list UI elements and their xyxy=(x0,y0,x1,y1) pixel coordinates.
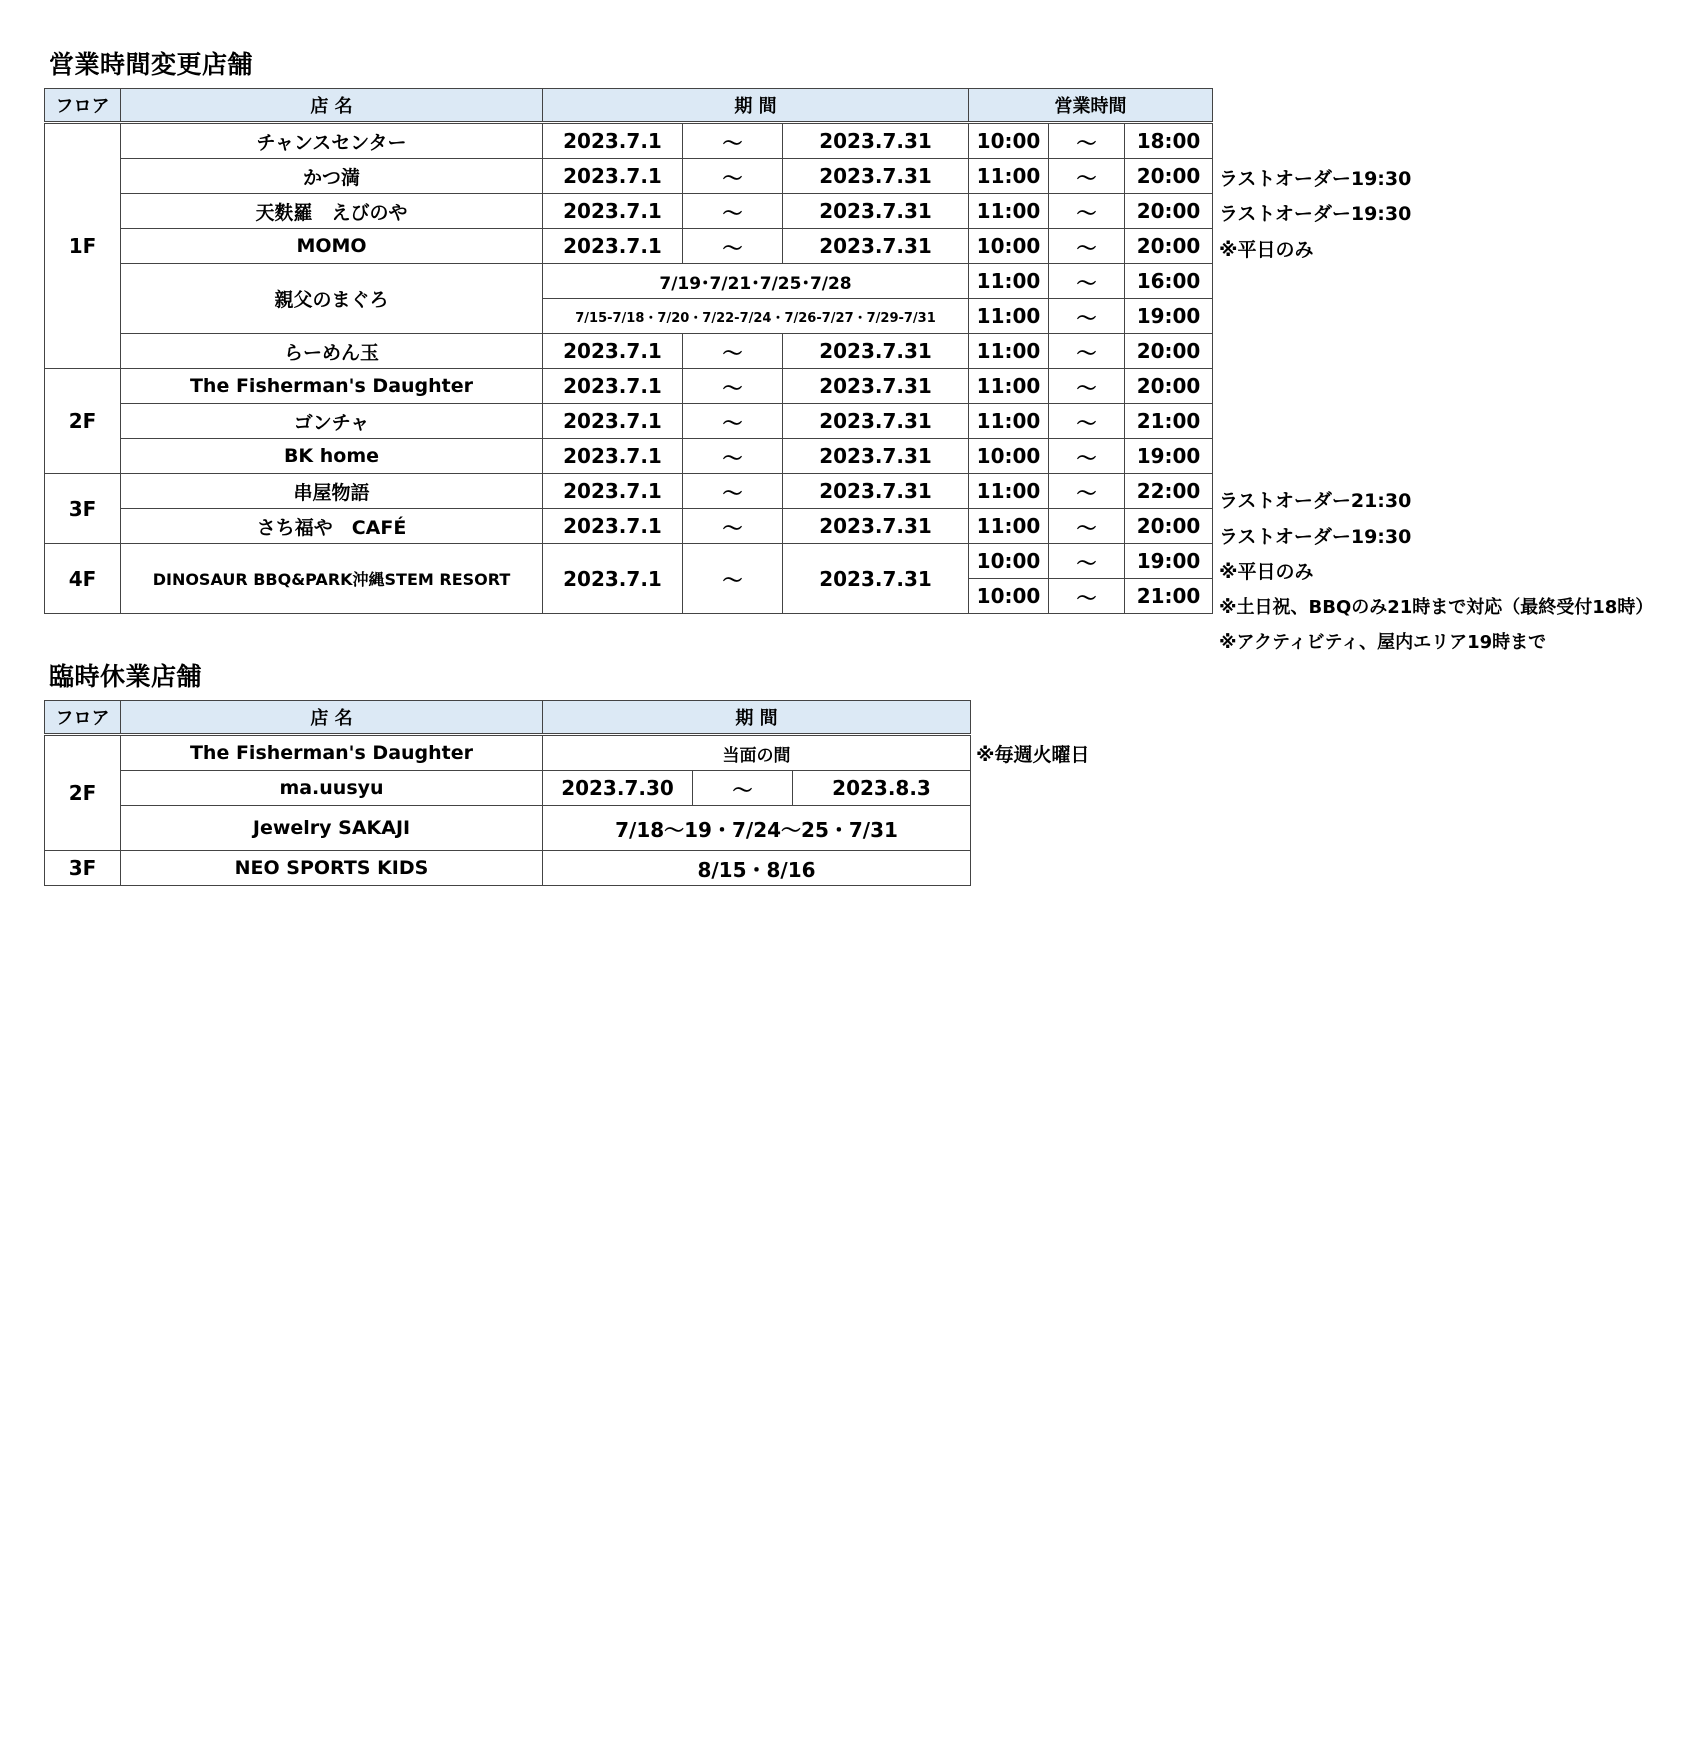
table-row xyxy=(45,229,1213,264)
time-sep: ～ xyxy=(1049,579,1125,614)
table-row xyxy=(45,159,1213,194)
date-to: 2023.7.31 xyxy=(783,369,969,404)
open-time: 11:00 xyxy=(969,369,1049,404)
time-sep: ～ xyxy=(1049,334,1125,369)
shop-name: BK home xyxy=(121,439,543,474)
open-time: 11:00 xyxy=(969,264,1049,299)
section-title-temporarily-closed: 臨時休業店舗 xyxy=(49,662,203,691)
row-note: ラストオーダー19:30 xyxy=(1219,203,1412,225)
table-row xyxy=(45,369,1213,404)
row-note: ※毎週火曜日 xyxy=(976,744,1090,766)
open-time: 11:00 xyxy=(969,299,1049,334)
time-sep: ～ xyxy=(1049,159,1125,194)
close-time: 19:00 xyxy=(1125,299,1213,334)
date-sep: ～ xyxy=(683,123,783,159)
date-sep: ～ xyxy=(683,369,783,404)
section-title-hours-changed: 営業時間変更店舗 xyxy=(49,50,254,79)
table-row xyxy=(45,439,1213,474)
row-note: ラストオーダー19:30 xyxy=(1219,168,1412,190)
close-time: 20:00 xyxy=(1125,229,1213,264)
period: 当面の間 xyxy=(543,735,971,771)
close-time: 20:00 xyxy=(1125,194,1213,229)
open-time: 10:00 xyxy=(969,544,1049,579)
table-row xyxy=(45,194,1213,229)
time-sep: ～ xyxy=(1049,264,1125,299)
date-to: 2023.7.31 xyxy=(783,159,969,194)
shop-name: 串屋物語 xyxy=(121,474,543,509)
date-from: 2023.7.1 xyxy=(543,439,683,474)
date-sep: ～ xyxy=(683,544,783,614)
header-floor: フロア xyxy=(45,89,121,123)
date-from: 2023.7.1 xyxy=(543,474,683,509)
close-time: 20:00 xyxy=(1125,369,1213,404)
floor-cell: 4F xyxy=(45,544,121,614)
date-sep: ～ xyxy=(683,194,783,229)
date-from: 2023.7.1 xyxy=(543,159,683,194)
table-row xyxy=(45,851,971,886)
table-row xyxy=(45,544,1213,579)
row-note: ※土日祝、BBQのみ21時まで対応（最終受付18時） xyxy=(1219,597,1654,618)
date-sep: ～ xyxy=(683,404,783,439)
shop-name: 天麩羅 えびのや xyxy=(121,194,543,229)
header-floor: フロア xyxy=(45,701,121,735)
close-time: 19:00 xyxy=(1125,439,1213,474)
table-row xyxy=(45,264,1213,299)
time-sep: ～ xyxy=(1049,194,1125,229)
table-row xyxy=(45,404,1213,439)
date-from: 2023.7.30 xyxy=(543,771,693,806)
shop-name: Jewelry SAKAJI xyxy=(121,806,543,851)
shop-name: DINOSAUR BBQ&PARK沖縄STEM RESORT xyxy=(121,544,543,614)
shop-name: ゴンチャ xyxy=(121,404,543,439)
shop-name: ma.uusyu xyxy=(121,771,543,806)
row-note: ※平日のみ xyxy=(1219,561,1314,583)
shop-name: チャンスセンター xyxy=(121,123,543,159)
header-hours: 営業時間 xyxy=(969,89,1213,123)
row-note: ラストオーダー21:30 xyxy=(1219,490,1412,512)
header-shop: 店 名 xyxy=(121,701,543,735)
date-to: 2023.7.31 xyxy=(783,544,969,614)
floor-cell: 1F xyxy=(45,123,121,369)
date-from: 2023.7.1 xyxy=(543,369,683,404)
date-to: 2023.7.31 xyxy=(783,229,969,264)
hours-changed-table xyxy=(44,88,1213,614)
row-note: ※平日のみ xyxy=(1219,239,1314,261)
header-row xyxy=(45,701,971,735)
date-sep: ～ xyxy=(683,509,783,544)
table-row xyxy=(45,735,971,771)
date-sep: ～ xyxy=(683,159,783,194)
date-to: 2023.7.31 xyxy=(783,474,969,509)
table-row xyxy=(45,509,1213,544)
date-to: 2023.7.31 xyxy=(783,334,969,369)
floor-cell: 3F xyxy=(45,474,121,544)
close-time: 20:00 xyxy=(1125,509,1213,544)
close-time: 21:00 xyxy=(1125,579,1213,614)
time-sep: ～ xyxy=(1049,123,1125,159)
temporarily-closed-table xyxy=(44,700,971,886)
date-to: 2023.7.31 xyxy=(783,404,969,439)
table-row xyxy=(45,806,971,851)
shop-name: 親父のまぐろ xyxy=(121,264,543,334)
date-list: 7/15-7/18・7/20・7/22-7/24・7/26-7/27・7/29-7/31 xyxy=(543,299,969,334)
date-sep: ～ xyxy=(683,439,783,474)
time-sep: ～ xyxy=(1049,404,1125,439)
open-time: 11:00 xyxy=(969,159,1049,194)
time-sep: ～ xyxy=(1049,299,1125,334)
row-note: ラストオーダー19:30 xyxy=(1219,526,1412,548)
shop-name: らーめん玉 xyxy=(121,334,543,369)
date-from: 2023.7.1 xyxy=(543,509,683,544)
table-row xyxy=(45,123,1213,159)
shop-name: NEO SPORTS KIDS xyxy=(121,851,543,886)
shop-name: さち福や CAFÉ xyxy=(121,509,543,544)
time-sep: ～ xyxy=(1049,439,1125,474)
date-from: 2023.7.1 xyxy=(543,194,683,229)
floor-cell: 3F xyxy=(45,851,121,886)
open-time: 11:00 xyxy=(969,474,1049,509)
time-sep: ～ xyxy=(1049,474,1125,509)
period: 8/15・8/16 xyxy=(543,851,971,886)
floor-cell: 2F xyxy=(45,369,121,474)
table-row xyxy=(45,334,1213,369)
open-time: 10:00 xyxy=(969,229,1049,264)
period: 7/18～19・7/24～25・7/31 xyxy=(543,806,971,851)
extra-note: ※アクティビティ、屋内エリア19時まで xyxy=(1219,632,1547,653)
floor-cell: 2F xyxy=(45,735,121,851)
time-sep: ～ xyxy=(1049,229,1125,264)
open-time: 11:00 xyxy=(969,334,1049,369)
open-time: 11:00 xyxy=(969,509,1049,544)
date-sep: ～ xyxy=(693,771,793,806)
date-sep: ～ xyxy=(683,474,783,509)
header-shop: 店 名 xyxy=(121,89,543,123)
date-from: 2023.7.1 xyxy=(543,404,683,439)
date-from: 2023.7.1 xyxy=(543,229,683,264)
date-to: 2023.7.31 xyxy=(783,194,969,229)
close-time: 21:00 xyxy=(1125,404,1213,439)
date-from: 2023.7.1 xyxy=(543,123,683,159)
close-time: 20:00 xyxy=(1125,159,1213,194)
header-period: 期 間 xyxy=(543,89,969,123)
open-time: 10:00 xyxy=(969,439,1049,474)
close-time: 18:00 xyxy=(1125,123,1213,159)
header-period: 期 間 xyxy=(543,701,971,735)
header-row xyxy=(45,89,1213,123)
close-time: 20:00 xyxy=(1125,334,1213,369)
date-sep: ～ xyxy=(683,229,783,264)
shop-name: かつ満 xyxy=(121,159,543,194)
open-time: 10:00 xyxy=(969,579,1049,614)
shop-name: The Fisherman's Daughter xyxy=(121,735,543,771)
shop-name: MOMO xyxy=(121,229,543,264)
open-time: 11:00 xyxy=(969,404,1049,439)
open-time: 11:00 xyxy=(969,194,1049,229)
date-to: 2023.7.31 xyxy=(783,123,969,159)
open-time: 10:00 xyxy=(969,123,1049,159)
close-time: 19:00 xyxy=(1125,544,1213,579)
close-time: 16:00 xyxy=(1125,264,1213,299)
date-from: 2023.7.1 xyxy=(543,544,683,614)
close-time: 22:00 xyxy=(1125,474,1213,509)
shop-name: The Fisherman's Daughter xyxy=(121,369,543,404)
table-row xyxy=(45,771,971,806)
date-from: 2023.7.1 xyxy=(543,334,683,369)
date-list: 7/19･7/21･7/25･7/28 xyxy=(543,264,969,299)
date-sep: ～ xyxy=(683,334,783,369)
time-sep: ～ xyxy=(1049,369,1125,404)
date-to: 2023.8.3 xyxy=(793,771,971,806)
date-to: 2023.7.31 xyxy=(783,439,969,474)
table-row xyxy=(45,474,1213,509)
time-sep: ～ xyxy=(1049,509,1125,544)
time-sep: ～ xyxy=(1049,544,1125,579)
date-to: 2023.7.31 xyxy=(783,509,969,544)
